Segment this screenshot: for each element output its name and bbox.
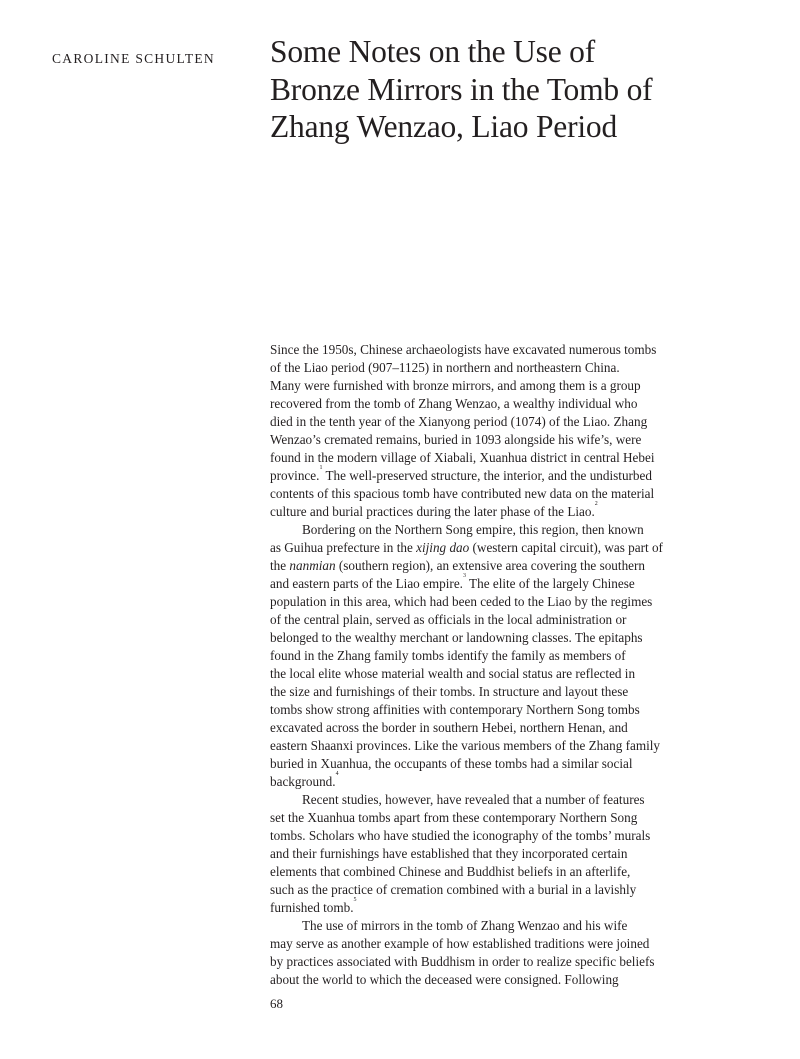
author-name: CAROLINE SCHULTEN (52, 51, 215, 66)
text-line: may serve as another example of how established traditions were joined (270, 936, 650, 951)
text-line: culture and burial practices during the later phase of the Liao.$^2$ (270, 501, 598, 519)
text-line: eastern Shaanxi provinces. Like the various members of the Zhang family (270, 738, 661, 753)
text-line: by practices associated with Buddhism in order to realize specific beliefs (270, 954, 655, 969)
text-line: the nanmian (southern region), an extensive area covering the southern (270, 558, 646, 573)
text-line: found in the Zhang family tombs identify the family as members of (270, 648, 626, 663)
text-line: as Guihua prefecture in the xijing dao (western capital circuit), was part of (270, 540, 663, 555)
article-title (270, 33, 770, 146)
body-paragraph (270, 917, 700, 989)
text-line: background.$^4$ (270, 771, 339, 789)
text-line: such as the practice of cremation combined with a burial in a lavishly (270, 882, 637, 897)
footnote-marker: 2 (594, 501, 598, 507)
text-line: died in the tenth year of the Xianyong period (1074) of the Liao. Zhang (270, 414, 648, 429)
text-line: recovered from the tomb of Zhang Wenzao, a wealthy individual who (270, 396, 638, 411)
text-line: and their furnishings have established that they incorporated certain (270, 846, 628, 861)
italic-term: xijing dao (416, 540, 470, 555)
text-line: Recent studies, however, have revealed that a number of features (302, 792, 645, 807)
footnote-marker: 5 (353, 897, 357, 903)
text-line: and eastern parts of the Liao empire.$^3$ The elite of the largely Chinese (270, 573, 635, 591)
text-line: found in the modern village of Xiabali, Xuanhua district in central Hebei (270, 450, 655, 465)
text-line: Many were furnished with bronze mirrors, and among them is a group (270, 378, 641, 393)
text-line: of the central plain, served as officials in the local administration or (270, 612, 627, 627)
text-line: Wenzao’s cremated remains, buried in 1093 alongside his wife’s, were (270, 432, 642, 447)
footnote-marker: 1 (319, 465, 323, 471)
title-line: Bronze Mirrors in the Tomb of (270, 71, 653, 107)
page-number: 68 (270, 996, 283, 1011)
body-paragraph (270, 341, 700, 521)
text-line: population in this area, which had been ceded to the Liao by the regimes (270, 594, 653, 609)
title-line: Zhang Wenzao, Liao Period (270, 109, 618, 144)
body-paragraph (270, 791, 700, 917)
italic-term: nanmian (289, 558, 336, 573)
text-line: Since the 1950s, Chinese archaeologists have excavated numerous tombs (270, 342, 657, 357)
text-line: contents of this spacious tomb have contributed new data on the material (270, 486, 655, 501)
text-line: furnished tomb.$^5$ (270, 897, 357, 915)
text-line: of the Liao period (907–1125) in northern and northeastern China. (270, 360, 620, 375)
text-line: excavated across the border in southern Hebei, northern Henan, and (270, 720, 628, 735)
article-body (270, 341, 700, 989)
text-line: belonged to the wealthy merchant or landowning classes. The epitaphs (270, 630, 643, 645)
footnote-marker: 3 (462, 573, 466, 579)
text-line: the local elite whose material wealth and social status are reflected in (270, 666, 636, 681)
text-line: tombs show strong affinities with contemporary Northern Song tombs (270, 702, 640, 717)
text-line: province.$^1$ The well-preserved structure, the interior, and the undisturbed (270, 465, 652, 483)
text-line: tombs. Scholars who have studied the iconography of the tombs’ murals (270, 828, 651, 843)
text-line: The use of mirrors in the tomb of Zhang Wenzao and his wife (302, 918, 628, 933)
text-line: Bordering on the Northern Song empire, this region, then known (302, 522, 644, 537)
footnote-marker: 4 (335, 771, 339, 777)
text-line: the size and furnishings of their tombs. In structure and layout these (270, 684, 629, 699)
body-paragraph (270, 521, 700, 791)
text-line: elements that combined Chinese and Buddhist beliefs in an afterlife, (270, 864, 631, 879)
title-line: Some Notes on the Use of (270, 34, 596, 69)
text-line: set the Xuanhua tombs apart from these contemporary Northern Song (270, 810, 638, 825)
text-line: buried in Xuanhua, the occupants of these tombs had a similar social (270, 756, 633, 771)
text-line: about the world to which the deceased were consigned. Following (270, 972, 619, 987)
